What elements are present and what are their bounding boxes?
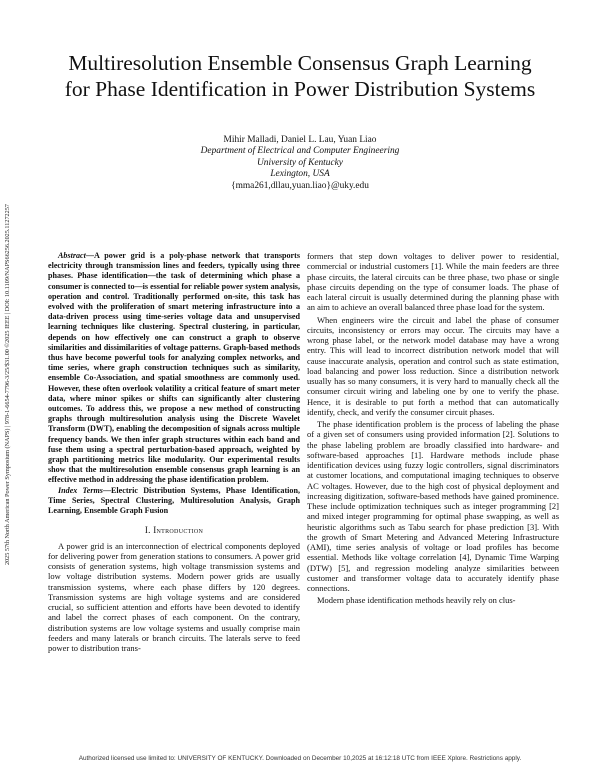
- index-terms: [48, 486, 300, 517]
- abstract: [48, 251, 300, 486]
- author-block: [120, 135, 480, 192]
- abstract-lead: Abstract: [58, 251, 86, 260]
- intro-paragraph: A power grid is an interconnection of electrical components deployed for delivering power from generation stations to consumers. A power grid consists of generation systems, high voltage transmission systems and low voltage distribution systems. Modern power grids are usually transmission systems, where each phase differs by 120 degrees. Transmission systems are high voltage systems and are considered crucial, so sufficient attention and efforts have been devoted to identify and label the correct phases of each component. On the contrary, distribution systems are low voltage systems and usually comprise main feeders and many laterals or branch circuits. The laterals serve to feed power to distribution trans-: [48, 540, 300, 654]
- side-citation-text: 2025 57th North American Power Symposium (NAPS) | 978-1-6654-7796-3/25/$31.00 ©2025 IEEE | DOI: 10.1109/NAPS66256.2025.11272257: [4, 204, 11, 565]
- paper-title: Multiresolution Ensemble Consensus Graph Learning for Phase Identification in Power Distribution Systems: [64, 51, 536, 101]
- author-university: University of Kentucky: [257, 157, 343, 168]
- index-terms-text: —Electric Distribution Systems, Phase Identification, Time Series, Spectral Clustering, Multiresolution Analysis, Graph Learning, Ensemble Graph Fusion: [48, 485, 300, 516]
- body-paragraph: formers that step down voltages to deliver power to residential, commercial or industrial customers [1]. While the main feeders are three phase circuits, the lateral circuits can be three phase, two phase or single phase circuits depending on the type of consumer loads. The phase of each lateral circuit is usually determined during the planning phase with an aim to achieve an overall balanced three phase load for the system.: [307, 251, 559, 313]
- body-paragraph: The phase identification problem is the process of labeling the phase of a given set of consumers using provided information [2]. Solutions to the phase labeling problem are broadly classified into hardware- and software-based approaches [1]. Hardware methods include phase identification devices using fuzzy logic controllers, signal discriminators at customer locations, and computational imaging techniques to observe AC voltages. However, due to the high cost of physical deployment and increasing digitization, software-based methods have gained prominence. These include optimization techniques such as integer programming [2] and mixed integer programming for optimal phase swapping, as well as heuristic algorithms such as Tabu search for phase prediction [3]. With the growth of Smart Metering and Advanced Metering Infrastructure (AMI), time series analysis of voltage or load profiles has become essential. Methods like voltage correlation [4], Dynamic Time Warping (DTW) [5], and regression modeling analyze similarities between customer and transformer voltage data to accurately identify phase connections.: [307, 419, 559, 593]
- author-department: Department of Electrical and Computer Engineering: [200, 146, 400, 157]
- author-location: Lexington, USA: [270, 169, 330, 180]
- author-email: {mma261,dllau,yuan.liao}@uky.edu: [231, 180, 369, 191]
- abstract-text: —A power grid is a poly-phase network that transports electricity through transmission lines and feeders, typically using three phases. Phase identification—the task of determining which phase a consumer is connected to—is essential for reliable power system analysis, operation and control. Traditionally performed on-site, this task has evolved with the proliferation of smart metering infrastructure into a data-driven process using time-series voltage data and unsupervised learning techniques like clustering. Spectral clustering, in particular, depends on how effectively one can construct a graph to observe similarities and dissimilarities of voltage patterns. Graph-based methods thus have become powerful tools for analyzing complex networks, and time series, where graph construction techniques such as similarity, ensemble Co-Association, and spatial smoothness are commonly used. However, these often overlook volatility a critical feature of smart meter data, where minor spikes or shifts can significantly alter clustering outcomes. To address this, we propose a new method of constructing graphs through multiresolution analysis using the Discrete Wavelet Transform (DWT), enabling the decomposition of signals across multiple frequency bands. We then infer graph structures within each band and fuse them using a spectral perturbation-based approach, weighted by graph partitioning metrics like modularity. Our experimental results show that the multiresolution ensemble consensus graph learning is an effective method in addressing the phase identification problem.: [48, 251, 300, 485]
- author-names: Mihir Malladi, Daniel L. Lau, Yuan Liao: [223, 135, 377, 145]
- footer-license-note: Authorized licensed use limited to: UNIVERSITY OF KENTUCKY. Downloaded on December 10,2025 at 16:12:18 UTC from IEEE Xplore. Restrictions apply.: [78, 755, 522, 762]
- section-heading-introduction: I. Introduction: [144, 525, 204, 536]
- index-terms-lead: Index Terms: [58, 485, 103, 495]
- left-column: [48, 251, 300, 653]
- side-citation-strip: [0, 150, 18, 570]
- body-paragraph: When engineers wire the circuit and label the phase of consumer circuits, inconsistency or errors may occur. The circuits may have a wrong phase label, or the network model database may have a wrong entry. This will lead to incorrect distribution network model that will cause inaccurate analysis, operation and control such as state estimation, load balancing and power loss reduction. Since a distribution network usually has so many consumers, it is very hard to manually check all the consumer circuit wiring and labeling one by one to verify the phase. Hence, it is desirable to put forth a method that can automatically identify, check, and verify the consumer circuit phases.: [307, 314, 559, 417]
- body-paragraph: Modern phase identification methods heavily rely on clus-: [317, 595, 516, 606]
- right-column: [307, 251, 559, 606]
